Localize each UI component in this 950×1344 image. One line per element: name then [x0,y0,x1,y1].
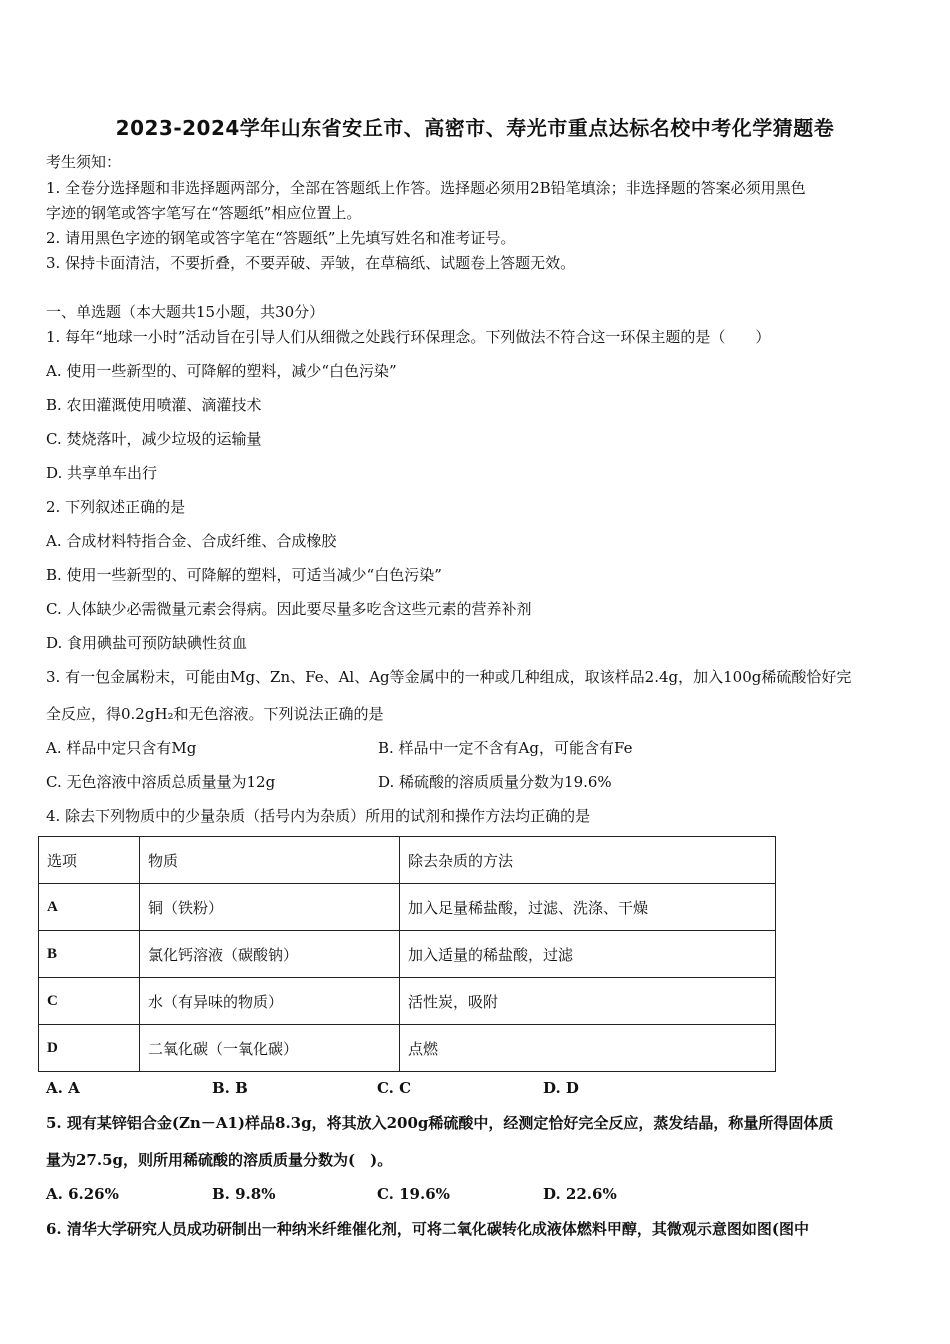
q5-option-d: D. 22.6% [543,1185,617,1203]
q2-option-b: B. 使用一些新型的、可降解的塑料，可适当减少“白色污染” [46,566,442,584]
notice-heading: 考生须知： [46,153,122,171]
q4-option-b: B. B [212,1079,248,1097]
q2-option-c: C. 人体缺少必需微量元素会得病。因此要尽量多吃含这些元素的营养补剂 [46,600,532,618]
notice-item-3: 3. 保持卡面清洁，不要折叠，不要弄破、弄皱，在草稿纸、试题卷上答题无效。 [46,254,576,272]
q1-option-a: A. 使用一些新型的、可降解的塑料，减少“白色污染” [46,362,397,380]
q3-option-a: A. 样品中定只含有Mg [46,739,197,757]
table-cell: 加入足量稀盐酸，过滤、洗涤、干燥 [400,884,776,931]
table-cell: B [39,931,140,978]
q2-stem: 2. 下列叙述正确的是 [46,498,186,516]
q2-option-a: A. 合成材料特指合金、合成纤维、合成橡胶 [46,532,337,550]
notice-item-1-cont: 字迹的钢笔或答字笔写在“答题纸”相应位置上。 [46,204,362,222]
table-row [39,1025,776,1072]
table-cell: 二氧化碳（一氧化碳） [140,1025,400,1072]
table-cell: 铜（铁粉） [140,884,400,931]
table-cell: C [39,978,140,1025]
page-title: 2023-2024学年山东省安丘市、高密市、寿光市重点达标名校中考化学猜题卷 [115,116,835,140]
q5-stem-cont: 量为27.5g，则所用稀硫酸的溶质质量分数为( )。 [46,1151,393,1169]
q4-option-a: A. A [46,1079,80,1097]
table-header-row [39,837,776,884]
table-row [39,978,776,1025]
q5-option-a: A. 6.26% [46,1185,119,1203]
q5-option-b: B. 9.8% [212,1185,276,1203]
table-cell: D [39,1025,140,1072]
table-cell: 加入适量的稀盐酸，过滤 [400,931,776,978]
q3-stem-cont: 全反应，得0.2gH₂和无色溶液。下列说法正确的是 [46,705,384,723]
table-header-cell: 选项 [39,837,140,884]
q5-stem: 5. 现有某锌铝合金(Zn－A1)样品8.3g，将其放入200g稀硫酸中，经测定恰好完全反应，蒸发结晶，称量所得固体质 [46,1114,834,1132]
q4-option-c: C. C [377,1079,412,1097]
q3-option-c: C. 无色溶液中溶质总质量量为12g [46,773,276,791]
table-cell: 活性炭，吸附 [400,978,776,1025]
table-header-cell: 除去杂质的方法 [400,837,776,884]
q1-option-d: D. 共享单车出行 [46,464,158,482]
q3-option-d: D. 稀硫酸的溶质质量分数为19.6% [378,773,612,791]
q6-stem: 6. 清华大学研究人员成功研制出一种纳米纤维催化剂，可将二氧化碳转化成液体燃料甲醇，其微观示意图如图(图中 [46,1220,809,1238]
table-cell: A [39,884,140,931]
q2-option-d: D. 食用碘盐可预防缺碘性贫血 [46,634,248,652]
table-cell: 点燃 [400,1025,776,1072]
q1-option-b: B. 农田灌溉使用喷灌、滴灌技术 [46,396,262,414]
notice-item-2: 2. 请用黑色字迹的钢笔或答字笔在“答题纸”上先填写姓名和准考证号。 [46,229,516,247]
q1-option-c: C. 焚烧落叶，减少垃圾的运输量 [46,430,262,448]
section-heading: 一、单选题（本大题共15小题，共30分） [46,303,325,321]
q3-option-b: B. 样品中一定不含有Ag，可能含有Fe [378,739,633,757]
q3-stem: 3. 有一包金属粉末，可能由Mg、Zn、Fe、Al、Ag等金属中的一种或几种组成，取该样品2.4g，加入100g稀硫酸恰好完 [46,668,852,686]
table-row [39,884,776,931]
q5-option-c: C. 19.6% [377,1185,450,1203]
q4-table [38,836,776,1072]
table-header-cell: 物质 [140,837,400,884]
q4-option-d: D. D [543,1079,579,1097]
table-cell: 水（有异味的物质） [140,978,400,1025]
q1-stem: 1. 每年“地球一小时”活动旨在引导人们从细微之处践行环保理念。下列做法不符合这一环保主题的是（ ） [46,328,771,346]
notice-item-1: 1. 全卷分选择题和非选择题两部分，全部在答题纸上作答。选择题必须用2B铅笔填涂；非选择题的答案必须用黑色 [46,179,806,197]
q4-stem: 4. 除去下列物质中的少量杂质（括号内为杂质）所用的试剂和操作方法均正确的是 [46,807,591,825]
table-cell: 氯化钙溶液（碳酸钠） [140,931,400,978]
table-row [39,931,776,978]
